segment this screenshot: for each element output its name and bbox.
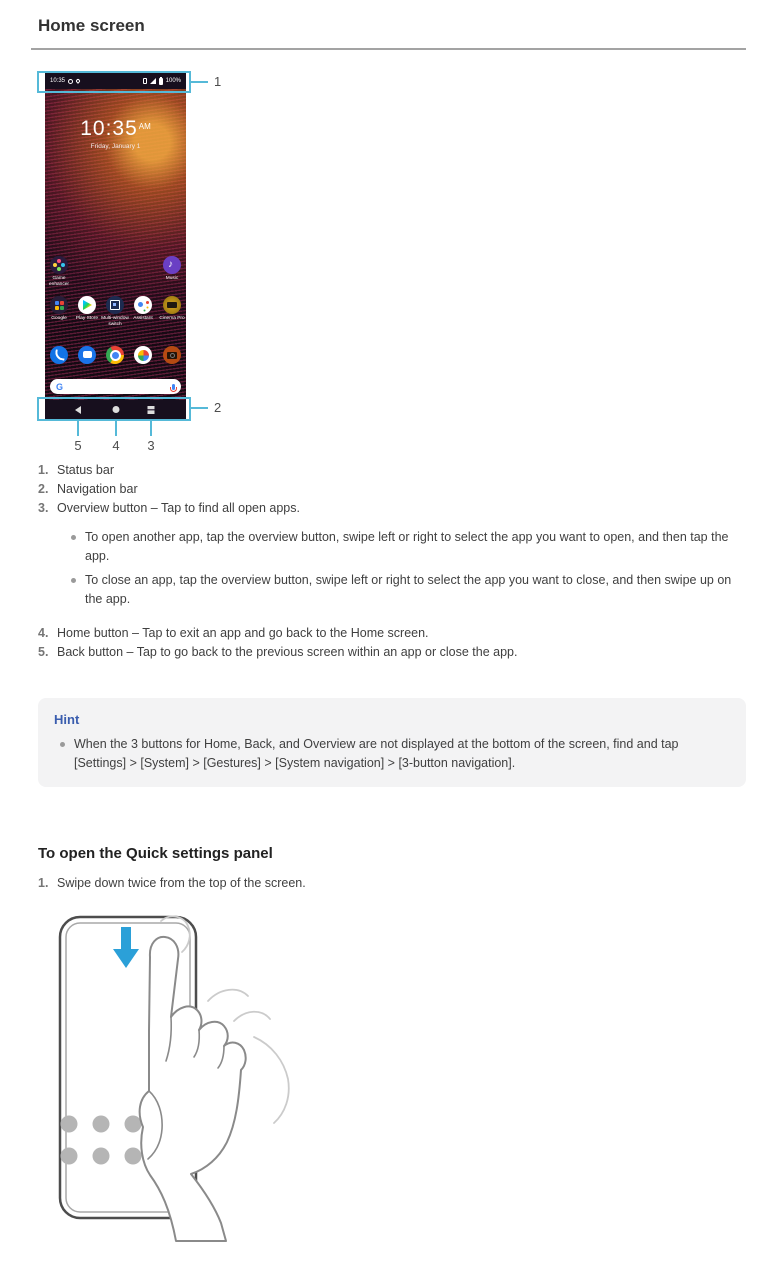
app-music[interactable] bbox=[156, 256, 186, 282]
quick-settings-swipe-figure bbox=[55, 909, 317, 1243]
chrome-icon[interactable] bbox=[106, 346, 124, 364]
hint-list bbox=[56, 735, 726, 773]
multi-window-icon[interactable] bbox=[106, 296, 124, 314]
overview-bullets bbox=[67, 528, 740, 609]
callout-1: 1 bbox=[214, 74, 222, 89]
quick-settings-steps bbox=[38, 874, 740, 893]
cinema-pro-icon[interactable] bbox=[163, 296, 181, 314]
callout-line-2 bbox=[191, 407, 208, 409]
step-item bbox=[38, 874, 740, 893]
google-logo: G bbox=[56, 381, 64, 392]
callout-line-3 bbox=[150, 421, 152, 436]
messages-icon[interactable] bbox=[78, 346, 96, 364]
annotation-list bbox=[38, 461, 740, 662]
app-game-enhancer[interactable] bbox=[45, 256, 75, 288]
hint-text: When the 3 buttons for Home, Back, and Overview are not displayed at the bottom of the screen, find and tap [Settings] > [System] > [Gestures] > [System navigation] > [3-button navigation]. bbox=[74, 737, 679, 770]
lockscreen-clock bbox=[45, 117, 186, 150]
app-label: Cinema Pro bbox=[159, 316, 185, 321]
mic-icon[interactable] bbox=[172, 384, 175, 390]
dock-camera[interactable] bbox=[156, 346, 186, 364]
list-item bbox=[38, 461, 740, 480]
home-screen-figure bbox=[37, 73, 277, 455]
title-divider bbox=[31, 48, 746, 50]
app-label: Google bbox=[51, 316, 67, 321]
app-assistant[interactable] bbox=[127, 296, 159, 322]
list-item bbox=[38, 643, 740, 662]
callout-5: 5 bbox=[74, 438, 82, 453]
status-time: 10:35 bbox=[50, 78, 66, 84]
callout-line-4 bbox=[115, 421, 117, 436]
google-folder-icon[interactable] bbox=[50, 296, 68, 314]
swipe-illustration bbox=[55, 909, 317, 1243]
bullet-item bbox=[67, 571, 740, 609]
app-cinema-pro[interactable] bbox=[156, 296, 186, 322]
assistant-icon[interactable] bbox=[134, 296, 152, 314]
app-label: Play Store bbox=[75, 316, 99, 321]
item-text: Back button – Tap to go back to the previous screen within an app or close the app. bbox=[57, 645, 518, 659]
callout-line-1 bbox=[191, 81, 208, 83]
callout-4: 4 bbox=[112, 438, 120, 453]
clock-time: 10:35 bbox=[80, 117, 138, 140]
bullet-text: To close an app, tap the overview button, swipe left or right to select the app you want to close, and then swipe up on the app. bbox=[85, 573, 732, 606]
item-text: Status bar bbox=[57, 463, 114, 477]
google-search-bar[interactable] bbox=[50, 379, 181, 394]
item-text: Home button – Tap to exit an app and go back to the Home screen. bbox=[57, 626, 429, 640]
list-item bbox=[38, 480, 740, 499]
app-label: Assistant bbox=[133, 316, 153, 321]
callout-line-5 bbox=[77, 421, 79, 436]
phone-icon[interactable] bbox=[50, 346, 68, 364]
camera-icon[interactable] bbox=[163, 346, 181, 364]
play-store-icon[interactable] bbox=[78, 296, 96, 314]
list-item bbox=[38, 499, 740, 609]
quick-settings-heading: To open the Quick settings panel bbox=[38, 845, 273, 862]
hint-box bbox=[38, 698, 746, 787]
app-label: Multi-window switch bbox=[101, 316, 129, 327]
callout-2: 2 bbox=[214, 400, 222, 415]
dock-photos[interactable] bbox=[127, 346, 159, 364]
status-bar-highlight bbox=[37, 71, 191, 93]
bullet-text: To open another app, tap the overview button, swipe left or right to select the app you want to open, and then tap the app. bbox=[85, 530, 729, 563]
item-text: Overview button – Tap to find all open apps. bbox=[57, 501, 300, 515]
bullet-item bbox=[67, 528, 740, 566]
clock-ampm: AM bbox=[138, 121, 151, 131]
photos-icon[interactable] bbox=[134, 346, 152, 364]
clock-date: Friday, January 1 bbox=[90, 143, 141, 150]
hint-title: Hint bbox=[54, 712, 80, 727]
navigation-bar-highlight bbox=[37, 397, 191, 421]
page-title: Home screen bbox=[38, 16, 145, 35]
step-text: Swipe down twice from the top of the screen. bbox=[57, 876, 306, 890]
hint-item bbox=[56, 735, 726, 773]
list-item bbox=[38, 624, 740, 643]
phone-screenshot bbox=[45, 73, 186, 419]
callout-3: 3 bbox=[147, 438, 155, 453]
game-enhancer-icon[interactable] bbox=[50, 256, 68, 274]
app-label: Game enhancer bbox=[48, 276, 69, 287]
battery-level: 100% bbox=[165, 78, 181, 84]
app-label: Music bbox=[165, 276, 179, 281]
item-text: Navigation bar bbox=[57, 482, 138, 496]
music-icon[interactable] bbox=[163, 256, 181, 274]
